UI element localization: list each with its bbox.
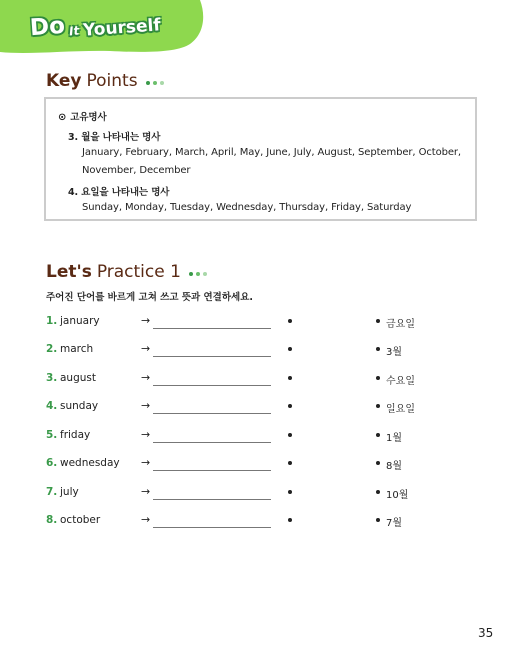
match-dot-right[interactable] <box>376 518 380 522</box>
item-heading: 요일을 나타내는 명사 <box>81 187 170 198</box>
key-point-item-4 <box>68 184 169 198</box>
row-word: january <box>60 315 100 327</box>
row-number: 2. <box>46 343 58 355</box>
dot <box>146 81 150 85</box>
arrow-icon: → <box>141 314 151 327</box>
row-number: 3. <box>46 372 58 384</box>
practice-row <box>0 343 517 359</box>
match-dot-right[interactable] <box>376 376 380 380</box>
row-word: july <box>60 486 79 498</box>
practice-row <box>0 429 517 445</box>
practice-title-bold: Let's <box>46 262 92 282</box>
answer-blank[interactable] <box>153 385 271 386</box>
row-number: 8. <box>46 514 58 526</box>
dot <box>189 272 193 276</box>
practice-row <box>0 400 517 416</box>
match-dot-right[interactable] <box>376 347 380 351</box>
match-dot-right[interactable] <box>376 319 380 323</box>
row-meaning: 금요일 <box>386 319 415 330</box>
arrow-icon: → <box>141 399 151 412</box>
banner-yourself: Yourself <box>82 15 162 41</box>
practice-instruction: 주어진 단어를 바르게 고쳐 쓰고 뜻과 연결하세요. <box>46 292 253 303</box>
answer-blank[interactable] <box>153 356 271 357</box>
arrow-icon: → <box>141 456 151 469</box>
practice-row <box>0 372 517 388</box>
row-word: wednesday <box>60 457 120 469</box>
row-number: 1. <box>46 315 58 327</box>
row-word: october <box>60 514 101 526</box>
answer-blank[interactable] <box>153 527 271 528</box>
row-number: 6. <box>46 457 58 469</box>
key-point-months-line-2: November, December <box>82 165 191 176</box>
dot <box>196 272 200 276</box>
row-word: sunday <box>60 400 99 412</box>
key-points-title-bold: Key <box>46 71 82 91</box>
arrow-icon: → <box>141 428 151 441</box>
row-meaning: 3월 <box>386 347 403 358</box>
heading-dots <box>146 81 164 85</box>
practice-title-light: Practice 1 <box>96 262 181 282</box>
row-meaning: 1월 <box>386 433 403 444</box>
answer-blank[interactable] <box>153 499 271 500</box>
answer-blank[interactable] <box>153 413 271 414</box>
practice-heading <box>46 262 207 282</box>
row-number: 4. <box>46 400 58 412</box>
row-meaning: 일요일 <box>386 404 415 415</box>
match-dot-left[interactable] <box>288 404 292 408</box>
dot <box>203 272 207 276</box>
dot <box>160 81 164 85</box>
key-points-section <box>58 109 107 123</box>
target-bullet-icon: ⊙ <box>58 112 67 123</box>
practice-row <box>0 457 517 473</box>
row-number: 5. <box>46 429 58 441</box>
arrow-icon: → <box>141 371 151 384</box>
dot <box>153 81 157 85</box>
answer-blank[interactable] <box>153 442 271 443</box>
match-dot-left[interactable] <box>288 376 292 380</box>
banner-text <box>30 6 161 42</box>
key-points-box <box>44 97 477 221</box>
heading-dots <box>189 272 207 276</box>
answer-blank[interactable] <box>153 470 271 471</box>
key-point-item-3 <box>68 129 160 143</box>
match-dot-right[interactable] <box>376 461 380 465</box>
answer-blank[interactable] <box>153 328 271 329</box>
match-dot-left[interactable] <box>288 518 292 522</box>
practice-row <box>0 486 517 502</box>
key-points-title-light: Points <box>86 71 138 91</box>
row-meaning: 8월 <box>386 461 403 472</box>
match-dot-left[interactable] <box>288 433 292 437</box>
match-dot-left[interactable] <box>288 319 292 323</box>
practice-row <box>0 514 517 530</box>
arrow-icon: → <box>141 513 151 526</box>
match-dot-left[interactable] <box>288 461 292 465</box>
item-number: 3. <box>68 132 79 143</box>
row-meaning: 7월 <box>386 518 403 529</box>
page-number: 35 <box>478 626 494 640</box>
item-number: 4. <box>68 187 79 198</box>
key-points-heading <box>46 71 164 91</box>
row-word: friday <box>60 429 91 441</box>
match-dot-left[interactable] <box>288 490 292 494</box>
arrow-icon: → <box>141 485 151 498</box>
row-meaning: 10월 <box>386 490 409 501</box>
match-dot-right[interactable] <box>376 433 380 437</box>
row-word: march <box>60 343 94 355</box>
section-title: 고유명사 <box>70 112 107 123</box>
key-point-months-line-1: January, February, March, April, May, June, July, August, September, October, <box>82 147 461 158</box>
item-heading: 월을 나타내는 명사 <box>81 132 161 143</box>
key-point-days-line: Sunday, Monday, Tuesday, Wednesday, Thursday, Friday, Saturday <box>82 202 412 213</box>
row-word: august <box>60 372 96 384</box>
practice-row <box>0 315 517 331</box>
match-dot-right[interactable] <box>376 404 380 408</box>
row-meaning: 수요일 <box>386 376 415 387</box>
match-dot-left[interactable] <box>288 347 292 351</box>
banner-it: It <box>68 23 80 39</box>
banner-do: Do <box>29 12 66 42</box>
arrow-icon: → <box>141 342 151 355</box>
row-number: 7. <box>46 486 58 498</box>
match-dot-right[interactable] <box>376 490 380 494</box>
